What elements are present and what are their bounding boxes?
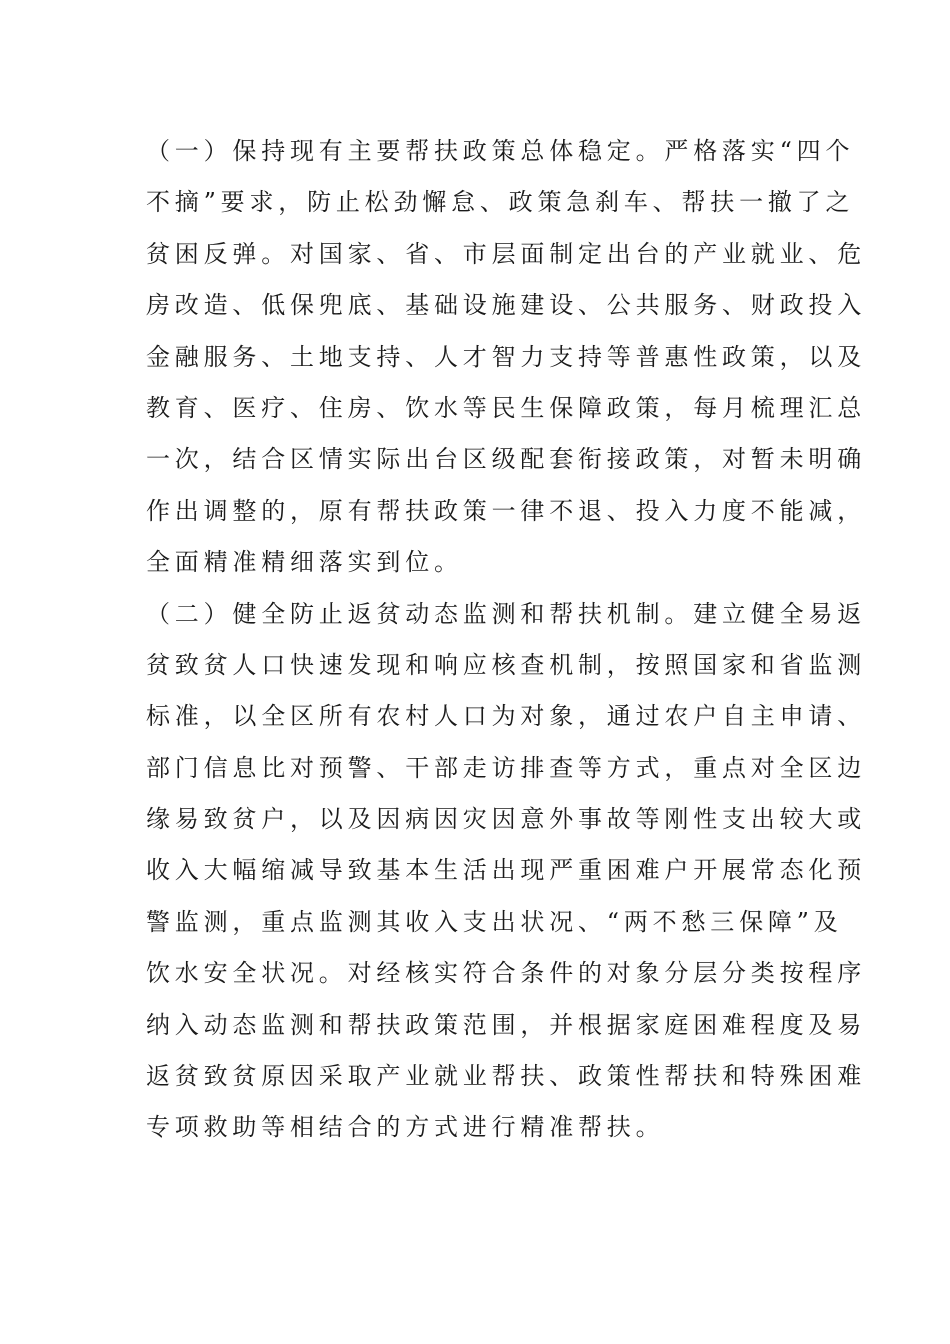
paragraph-line: 一次，结合区情实际出台区级配套衔接政策，对暂未明确 (146, 445, 866, 474)
paragraph-line: 纳入动态监测和帮扶政策范围，并根据家庭困难程度及易 (146, 1010, 866, 1039)
paragraph-line: 部门信息比对预警、干部走访排查等方式，重点对全区边 (146, 753, 866, 782)
paragraph-line: 警监测，重点监测其收入支出状况、“两不愁三保障”及 (146, 907, 843, 936)
paragraph-line: 标准，以全区所有农村人口为对象，通过农户自主申请、 (146, 702, 866, 731)
paragraph-line: 教育、医疗、住房、饮水等民生保障政策，每月梳理汇总 (146, 393, 866, 422)
paragraph-line: 饮水安全状况。对经核实符合条件的对象分层分类按程序 (146, 959, 866, 988)
paragraph-2 (146, 589, 866, 1154)
paragraph-line: （二）健全防止返贫动态监测和帮扶机制。建立健全易返 (146, 599, 866, 628)
paragraph-line: 房改造、低保兜底、基础设施建设、公共服务、财政投入 (146, 291, 866, 320)
paragraph-line: 贫困反弹。对国家、省、市层面制定出台的产业就业、危 (146, 239, 866, 268)
paragraph-line: 返贫致贫原因采取产业就业帮扶、政策性帮扶和特殊困难 (146, 1062, 866, 1091)
paragraph-line: 专项救助等相结合的方式进行精准帮扶。 (146, 1113, 665, 1142)
paragraph-1 (146, 126, 866, 589)
paragraph-line: 金融服务、土地支持、人才智力支持等普惠性政策，以及 (146, 342, 866, 371)
paragraph-line: 不摘”要求，防止松劲懈怠、政策急刹车、帮扶一撤了之 (146, 188, 855, 217)
paragraph-line: 作出调整的，原有帮扶政策一律不退、投入力度不能减， (146, 496, 866, 525)
paragraph-line: 收入大幅缩减导致基本生活出现严重困难户开展常态化预 (146, 856, 866, 885)
paragraph-line: （一）保持现有主要帮扶政策总体稳定。严格落实“四个 (146, 137, 855, 165)
paragraph-line: 贫致贫人口快速发现和响应核查机制，按照国家和省监测 (146, 650, 866, 679)
paragraph-line: 全面精准精细落实到位。 (146, 548, 463, 577)
paragraph-line: 缘易致贫户，以及因病因灾因意外事故等刚性支出较大或 (146, 805, 866, 834)
document-body (146, 126, 866, 1154)
